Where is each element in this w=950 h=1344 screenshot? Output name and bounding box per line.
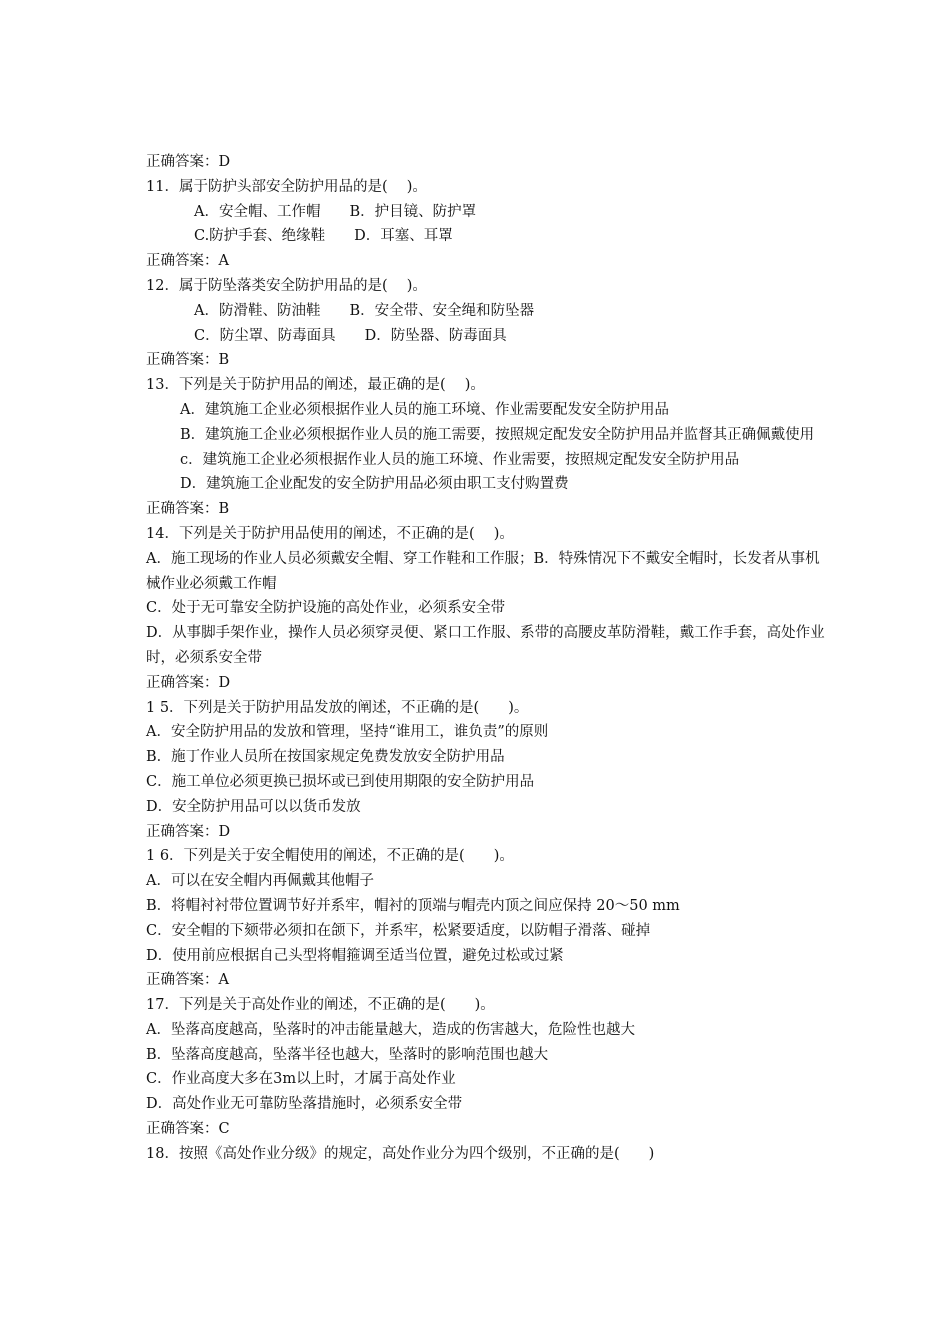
- question-line: 1 5．下列是关于防护用品发放的阐述，不正确的是( )。: [146, 699, 529, 716]
- question-line: C．处于无可靠安全防护设施的高处作业，必须系安全带: [146, 600, 506, 617]
- option-line: C.防护手套、绝缘鞋 D．耳塞、耳罩: [194, 228, 453, 245]
- question-line: 13．下列是关于防护用品的阐述，最正确的是( )。: [146, 377, 485, 394]
- question-line: B．坠落高度越高，坠落半径也越大，坠落时的影响范围也越大: [146, 1046, 549, 1063]
- question-line: B．施丁作业人员所在按国家规定免费发放安全防护用品: [146, 749, 505, 766]
- question-line: A．安全防护用品的发放和管理，坚持“谁用工，谁负责”的原则: [146, 724, 549, 741]
- option-line: C．防尘罩、防毒面具 D．防坠器、防毒面具: [194, 327, 507, 344]
- answer-line: 正确答案：D: [146, 823, 231, 840]
- question-line: C．安全帽的下颏带必须扣在颌下，并系牢，松紧要适度，以防帽子滑落、碰掉: [146, 922, 651, 939]
- option-line: A．防滑鞋、防油鞋 B．安全带、安全绳和防坠器: [194, 302, 535, 319]
- question-line: D．使用前应根据自己头型将帽箍调至适当位置，避免过松或过紧: [146, 947, 564, 964]
- answer-line: 正确答案：A: [146, 253, 229, 270]
- question-line: C．作业高度大多在3m以上时，才属于高处作业: [146, 1071, 456, 1088]
- question-line: 18．按照《高处作业分级》的规定，高处作业分为四个级别，不正确的是( ): [146, 1145, 655, 1162]
- question-line: D．安全防护用品可以以货币发放: [146, 798, 361, 815]
- question-line: D．高处作业无可靠防坠落措施时，必须系安全带: [146, 1096, 463, 1113]
- option-line: D．建筑施工企业配发的安全防护用品必须由职工支付购置费: [180, 476, 569, 493]
- question-line: B．将帽衬衬带位置调节好并系牢，帽衬的顶端与帽壳内顶之间应保持 20～50 mm: [146, 897, 680, 914]
- question-line: 1 6．下列是关于安全帽使用的阐述，不正确的是( )。: [146, 848, 514, 865]
- question-line: A．可以在安全帽内再佩戴其他帽子: [146, 873, 374, 890]
- question-line: c．建筑施工企业必须根据作业人员的施工环境、作业需要，按照规定配发安全防护用品: [180, 451, 740, 468]
- question-line: 11．属于防护头部安全防护用品的是( )。: [146, 178, 427, 195]
- answer-line: 正确答案：A: [146, 972, 229, 989]
- answer-line: 正确答案：D: [146, 154, 231, 170]
- answer-line: 正确答案：C: [146, 1121, 230, 1138]
- question-line: 12．属于防坠落类安全防护用品的是( )。: [146, 277, 427, 294]
- question-line: C．施工单位必须更换已损坏或已到使用期限的安全防护用品: [146, 773, 535, 790]
- option-line: A．建筑施工企业必须根据作业人员的施工环境、作业需要配发安全防护用品: [180, 401, 669, 418]
- question-line: A．坠落高度越高，坠落时的冲击能量越大，造成的伤害越大，危险性也越大: [146, 1021, 635, 1038]
- question-line: 17．下列是关于高处作业的阐述，不正确的是( )。: [146, 997, 495, 1014]
- question-line: D．从事脚手架作业，操作人员必须穿灵便、紧口工作服、系带的高腰皮革防滑鞋，戴工作手套，高处作业时，必须系安全带: [146, 625, 825, 666]
- question-line: 14．下列是关于防护用品使用的阐述，不正确的是( )。: [146, 525, 514, 542]
- question-line: A．施工现场的作业人员必须戴安全帽、穿工作鞋和工作服；B．特殊情况下不戴安全帽时，长发者从事机械作业必须戴工作帽: [146, 550, 820, 592]
- document-body: [146, 150, 826, 1167]
- question-line: B．建筑施工企业必须根据作业人员的施工需要，按照规定配发安全防护用品并监督其正确佩戴使用: [180, 426, 815, 443]
- answer-line: 正确答案：B: [146, 352, 230, 369]
- option-line: A．安全帽、工作帽 B．护目镜、防护罩: [194, 203, 477, 220]
- answer-line: 正确答案：D: [146, 674, 231, 691]
- answer-line: 正确答案：B: [146, 501, 230, 518]
